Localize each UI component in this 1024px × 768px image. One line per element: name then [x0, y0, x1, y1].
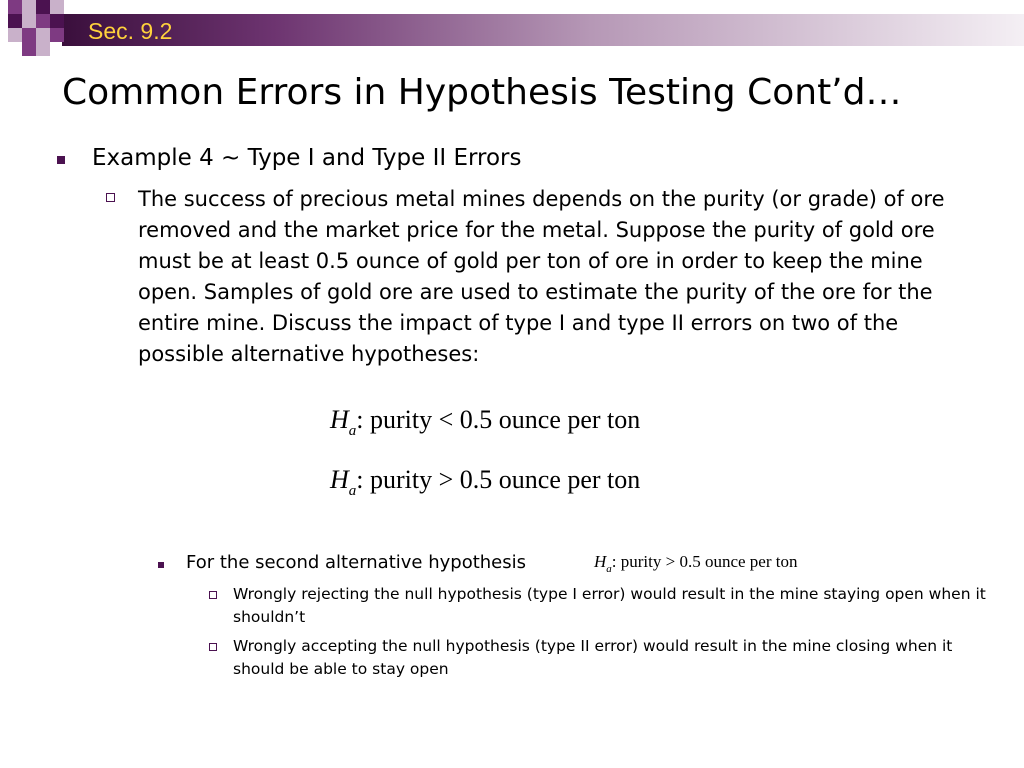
formula-subscript: a — [606, 563, 612, 575]
bullet-level2-paragraph: The success of precious metal mines depends on the purity (or grade) of ore removed and the market price for the metal. Suppose the purity of gold ore must be at least 0.5 ounce of gold per ton of ore in order to keep the mine open. Samples of gold ore are used to estimate the purity of the ore for the entire mine. Discuss the impact of type I and type II errors on two of the possible alternative hypotheses: — [138, 187, 945, 366]
formula-alt-hypothesis-2 — [330, 465, 641, 499]
header-gradient-band — [62, 14, 1024, 46]
inline-formula — [594, 552, 798, 575]
formula-symbol: H — [330, 405, 349, 434]
square-bullet-icon — [57, 156, 65, 164]
square-bullet-icon — [158, 562, 164, 568]
bullet-level1: Example 4 ~ Type I and Type II Errors — [92, 145, 522, 171]
formula-text: : purity > 0.5 ounce per ton — [356, 465, 641, 494]
hollow-square-bullet-icon — [209, 643, 217, 651]
formula-subscript: a — [348, 483, 357, 499]
section-label: Sec. 9.2 — [88, 18, 173, 44]
formula-symbol: H — [330, 465, 349, 494]
formula-symbol: H — [594, 552, 607, 571]
bullet-level4-item: Wrongly rejecting the null hypothesis (type I error) would result in the mine staying open when it shouldn’t — [233, 585, 986, 626]
hollow-square-bullet-icon — [106, 193, 115, 202]
hollow-square-bullet-icon — [209, 591, 217, 599]
bullet-level4-item: Wrongly accepting the null hypothesis (type II error) would result in the mine closing when it should be able to stay open — [233, 637, 953, 678]
formula-text: : purity > 0.5 ounce per ton — [611, 552, 798, 571]
formula-alt-hypothesis-1 — [330, 405, 641, 439]
slide-title: Common Errors in Hypothesis Testing Cont’d… — [62, 72, 902, 113]
formula-text: : purity < 0.5 ounce per ton — [356, 405, 641, 434]
bullet-level3: For the second alternative hypothesis — [186, 552, 527, 573]
formula-subscript: a — [348, 423, 357, 439]
